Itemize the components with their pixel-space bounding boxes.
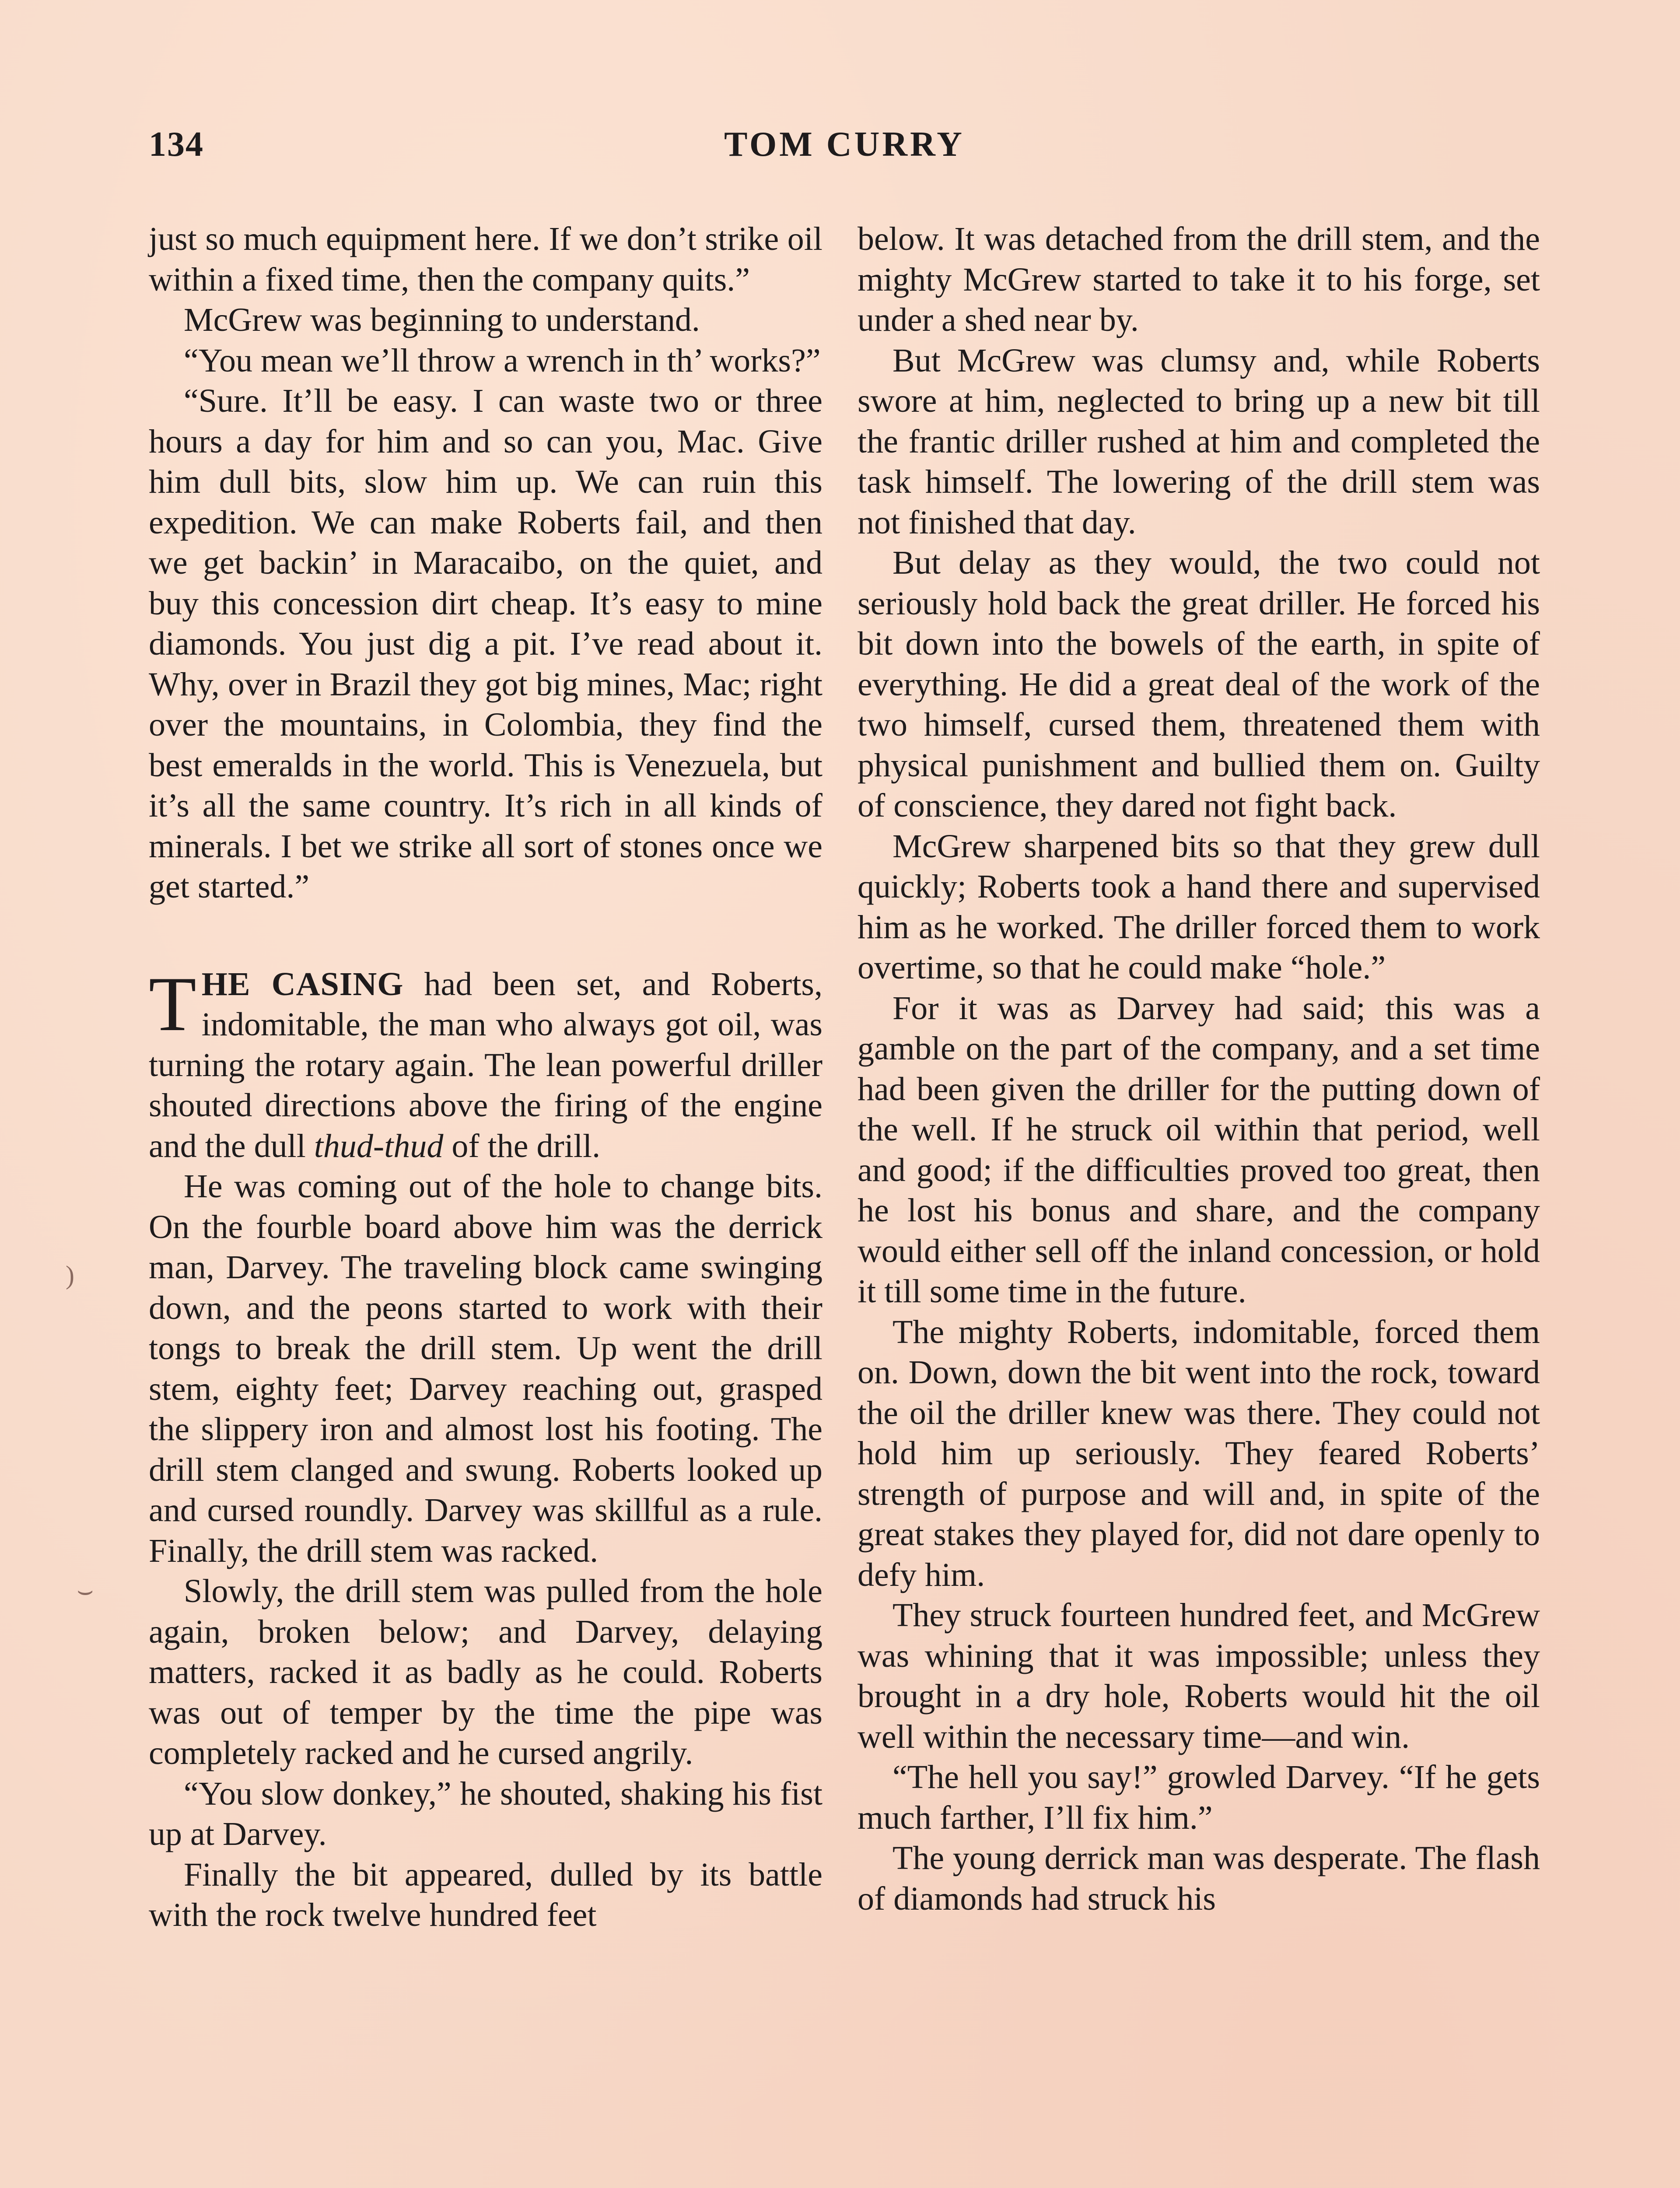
running-title: TOM CURRY	[724, 125, 965, 164]
paragraph: below. It was detached from the drill stem, and the mighty McGrew started to take it to his forge, set under a shed near by.	[858, 221, 1540, 338]
right-column	[858, 219, 1540, 1919]
paragraph: McGrew was beginning to understand.	[184, 302, 700, 338]
page-header	[149, 125, 1540, 177]
paragraph: But delay as they would, the two could not seriously hold back the great driller. He forced his bit down into the bowels of the earth, in spite of everything. He did a great deal of the work of the two himself, cursed them, threatened them with physical punishment and bullied them on. Guilty of conscience, they dared not fight back.	[858, 544, 1540, 824]
paragraph: He was coming out of the hole to change bits. On the fourble board above him was the derrick man, Darvey. The traveling block came swinging down, and the peons started to work with their tongs to break the drill stem. Up went the drill stem, eighty feet; Darvey reaching out, grasped the slippery iron and almost lost his footing. The drill stem clanged and swung. Roberts looked up and cursed roundly. Darvey was skillful as a rule. Finally, the drill stem was racked.	[149, 1168, 822, 1569]
paragraph: They struck fourteen hundred feet, and McGrew was whining that it was impossible; unless they brought in a dry hole, Roberts would hit the oil well within the necessary time—and win.	[858, 1597, 1540, 1755]
section-opening-paragraph	[149, 960, 823, 1167]
paragraph-text: of the drill.	[443, 1127, 601, 1164]
paragraph: The young derrick man was desperate. The flash of diamonds had struck his	[858, 1840, 1540, 1917]
paragraph: just so much equipment here. If we don’t strike oil within a fixed time, then the company quits.”	[149, 221, 822, 298]
paragraph: “You slow donkey,” he shouted, shaking his fist up at Darvey.	[149, 1775, 822, 1852]
paragraph: Finally the bit appeared, dulled by its battle with the rock twelve hundred feet	[149, 1856, 822, 1933]
drop-cap: T	[149, 960, 196, 1047]
paragraph: “The hell you say!” growled Darvey. “If he gets much farther, I’ll fix him.”	[858, 1759, 1540, 1836]
page-number: 134	[149, 125, 204, 164]
margin-mark: ⌣	[77, 1576, 94, 1605]
paragraph: “You mean we’ll throw a wrench in th’ works?”	[184, 342, 821, 379]
paragraph: “Sure. It’ll be easy. I can waste two or three hours a day for him and so can you, Mac. Give him dull bits, slow him up. We can ruin this expedition. We can make Roberts fail, and then we get backin’ in Maracaibo, on the quiet, and buy this concession dirt cheap. It’s easy to mine diamonds. You just dig a pit. I’ve read about it. Why, over in Brazil they got big mines, Mac; right over the mountains, in Colombia, they find the best emeralds in the world. This is Venezuela, but it’s all the same country. It’s rich in all kinds of minerals. I bet we strike all sort of stones once we get started.”	[149, 382, 822, 905]
paragraph: The mighty Roberts, indomitable, forced them on. Down, down the bit went into the rock, toward the oil the driller knew was there. They could not hold him up seriously. They feared Roberts’ strength of purpose and will and, in spite of the great stakes they played for, did not dare openly to defy him.	[858, 1313, 1540, 1593]
paragraph: For it was as Darvey had said; this was a gamble on the part of the company, and a set time had been given the driller for the putting down of the well. If he struck oil within that period, well and good; if the difficulties proved too great, then he lost his bonus and share, and the company would either sell off the inland concession, or hold it till some time in the future.	[858, 989, 1540, 1310]
paragraph-text: had been set, and Roberts, indomitable, the man who always got oil, was turning the rotary again. The lean powerful driller shouted directions above the firing of the engine and the dull	[149, 965, 823, 1164]
paragraph: But McGrew was clumsy and, while Roberts swore at him, neglected to bring up a new bit till the frantic driller rushed at him and completed the task himself. The lowering of the drill stem was not finished that day.	[858, 342, 1540, 541]
paragraph: McGrew sharpened bits so that they grew dull quickly; Roberts took a hand there and supervised him as he worked. The driller forced them to work overtime, so that he could make “hole.”	[858, 828, 1540, 986]
left-column	[149, 219, 822, 1936]
paragraph: Slowly, the drill stem was pulled from the hole again, broken below; and Darvey, delaying matters, racked it as badly as he could. Roberts was out of temper by the time the pipe was completely racked and he cursed angrily.	[149, 1573, 822, 1771]
italic-text: thud-thud	[314, 1127, 444, 1164]
margin-mark: )	[66, 1261, 74, 1290]
section-lead-words: HE CASING	[201, 965, 404, 1003]
